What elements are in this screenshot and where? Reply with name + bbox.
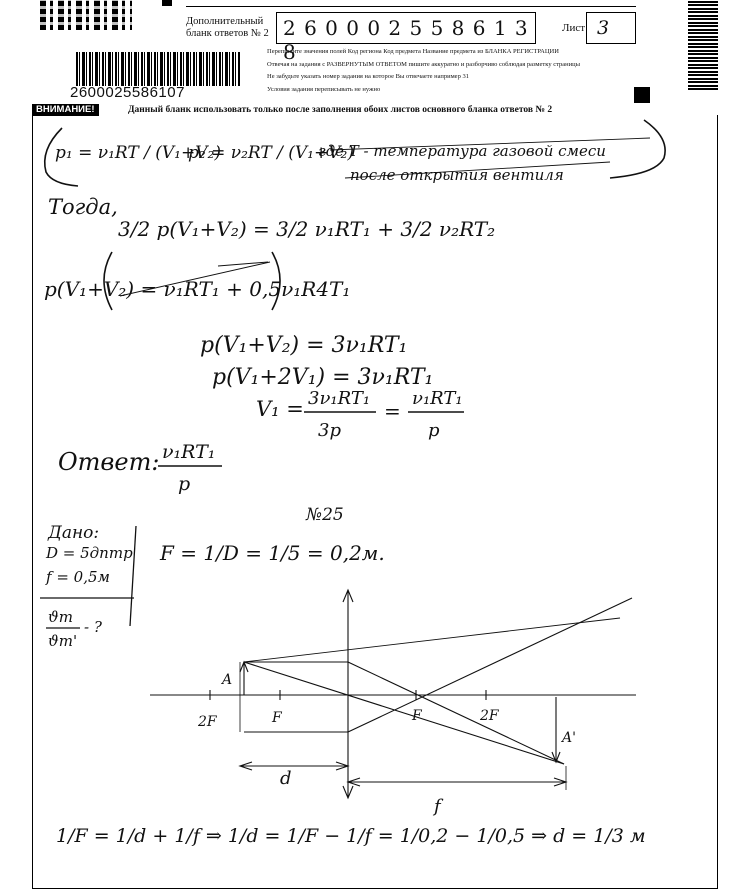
form-number: 2 6 0 0 0 2 5 5 8 6 1 3 8 bbox=[283, 16, 529, 64]
warning-text: Данный бланк использовать только после заполнения обоих листов основного бланка ответов № 2 bbox=[128, 105, 553, 115]
label-A-prime: A' bbox=[562, 730, 576, 746]
where-note-line2: после открытия вентиля bbox=[350, 166, 564, 184]
ray-refracted bbox=[348, 662, 564, 764]
barcode-number: 2600025586107 bbox=[70, 84, 185, 101]
instruction-line: Условия задания переписывать не нужно bbox=[267, 85, 381, 93]
bracket-right bbox=[610, 120, 665, 178]
answer-word: Ответ: bbox=[58, 448, 160, 476]
find-numerator: ϑm bbox=[48, 608, 73, 626]
form-title-line2: бланк ответов № 2 bbox=[186, 28, 269, 39]
given-title: Дано: bbox=[48, 523, 100, 543]
instruction-line: Отвечая на задания с РАЗВЕРНУТЫМ ОТВЕТОМ пишите аккуратно и разборчиво соблюдая разметку страницы bbox=[267, 60, 580, 68]
sheet-number: 3 bbox=[597, 17, 610, 39]
p1-formula: p₁ = ν₁RT / (V₁+V₂) bbox=[55, 143, 221, 163]
equation-5-left: V₁ = bbox=[256, 397, 304, 421]
equation-5-right-numerator: ν₁RT₁ bbox=[412, 388, 463, 409]
label-2F-left: 2F bbox=[198, 714, 217, 730]
instruction-line: Не забудьте указать номер задания на которое Вы отвечаете например 31 bbox=[267, 73, 469, 80]
label-2F-right: 2F bbox=[480, 708, 499, 724]
focal-length: F = 1/D = 1/5 = 0,2м. bbox=[160, 541, 385, 565]
answer-denominator: p bbox=[178, 473, 191, 495]
equation-1: 3/2 p(V₁+V₂) = 3/2 ν₁RT₁ + 3/2 ν₂RT₂ bbox=[118, 217, 496, 241]
where-note-line1: где T - температура газовой смеси bbox=[318, 142, 606, 160]
given-D: D = 5дптр bbox=[46, 544, 133, 562]
label-A: A bbox=[222, 672, 233, 688]
ray-extra bbox=[244, 618, 620, 662]
equals-sign: = bbox=[384, 399, 401, 423]
label-F-right: F bbox=[412, 708, 422, 724]
equation-4: p(V₁+2V₁) = 3ν₁RT₁ bbox=[212, 365, 434, 390]
instruction-line: Перепишите значения полей Код региона Код предмета Название предмета из БЛАНКА РЕГИСТРАЦИИ bbox=[267, 48, 559, 55]
given-f: f = 0,5м bbox=[46, 568, 110, 586]
warning-label: ВНИМАНИЕ! bbox=[32, 104, 99, 116]
ray-diagram bbox=[150, 590, 636, 798]
label-d: d bbox=[280, 768, 292, 789]
equation-2: p(V₁+V₂) = ν₁RT₁ + 0,5ν₁R4T₁ bbox=[44, 277, 351, 301]
ray-center bbox=[244, 662, 564, 764]
find-denominator: ϑm' bbox=[48, 632, 78, 650]
problem-number: №25 bbox=[306, 505, 344, 525]
label-F-left: F bbox=[272, 710, 282, 726]
given-divider-vertical bbox=[130, 526, 136, 626]
form-title-line1: Дополнительный bbox=[186, 16, 264, 27]
answer-numerator: ν₁RT₁ bbox=[162, 441, 216, 463]
equation-5-numerator: 3ν₁RT₁ bbox=[308, 388, 371, 409]
sheet-label: Лист bbox=[562, 22, 586, 34]
lens-formula: 1/F = 1/d + 1/f ⇒ 1/d = 1/F − 1/f = 1/0,2 − 1/0,5 ⇒ d = 1/3 м bbox=[56, 825, 646, 847]
equation-5-denominator: 3p bbox=[318, 420, 341, 441]
equation-5-right-denominator: p bbox=[428, 420, 440, 441]
then-word: Тогда, bbox=[48, 195, 118, 219]
equation-3: p(V₁+V₂) = 3ν₁RT₁ bbox=[200, 333, 408, 358]
label-f: f bbox=[434, 796, 441, 817]
find-question: - ? bbox=[84, 618, 102, 636]
p2-formula: p₂ = ν₂RT / (V₁+V₂) bbox=[188, 143, 354, 163]
